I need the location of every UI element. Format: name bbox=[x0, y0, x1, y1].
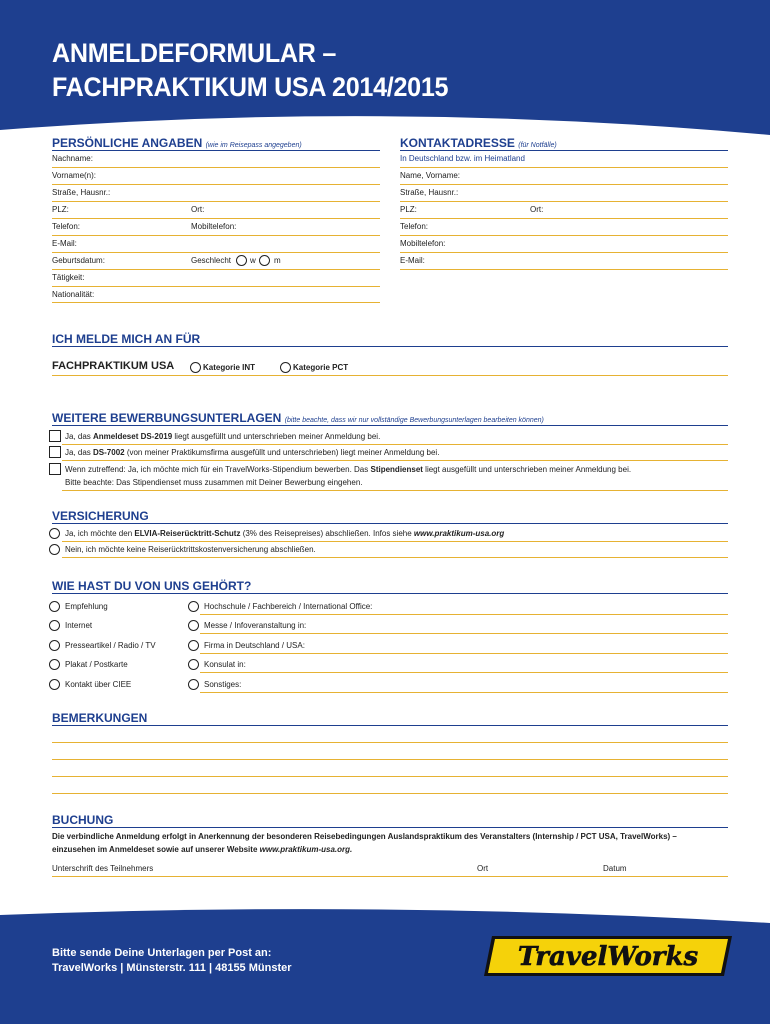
label-kategorie-pct: Kategorie PCT bbox=[293, 363, 349, 372]
doc-item-3-line2: Bitte beachte: Das Stipendienset muss zusammen mit Deiner Bewerbung eingehen. bbox=[65, 478, 363, 487]
radio-source-internet[interactable] bbox=[49, 620, 60, 631]
insurance-heading: VERSICHERUNG bbox=[52, 509, 149, 523]
footer-address bbox=[52, 946, 292, 976]
radio-source-ciee[interactable] bbox=[49, 679, 60, 690]
radio-insurance-yes[interactable] bbox=[49, 528, 60, 539]
field-plz-ort[interactable] bbox=[52, 218, 380, 219]
booking-text-2 bbox=[52, 845, 352, 854]
radio-source-messe[interactable] bbox=[188, 620, 199, 631]
insurance-divider bbox=[52, 523, 728, 524]
contact-label-mobil: Mobiltelefon: bbox=[400, 239, 446, 248]
label-vorname: Vorname(n): bbox=[52, 171, 97, 180]
source-divider bbox=[52, 593, 728, 594]
label-email: E-Mail: bbox=[52, 239, 77, 248]
source-right-3: Firma in Deutschland / USA: bbox=[204, 641, 305, 650]
source-field-messe[interactable] bbox=[200, 633, 728, 634]
contact-line-sub bbox=[400, 167, 728, 168]
label-signature: Unterschrift des Teilnehmers bbox=[52, 864, 154, 873]
label-m: m bbox=[274, 256, 281, 265]
contact-field-telefon[interactable] bbox=[400, 235, 728, 236]
radio-source-empfehlung[interactable] bbox=[49, 601, 60, 612]
field-nachname[interactable] bbox=[52, 167, 380, 168]
label-strasse: Straße, Hausnr.: bbox=[52, 188, 111, 197]
doc-item-1-bold: Anmeldeset DS-2019 bbox=[93, 432, 173, 441]
source-left-5: Kontakt über CIEE bbox=[65, 680, 132, 689]
doc-item-2 bbox=[65, 448, 439, 457]
label-nationalitaet: Nationalität: bbox=[52, 290, 95, 299]
remarks-line-4[interactable] bbox=[52, 793, 728, 794]
source-right-1: Hochschule / Fachbereich / International Office: bbox=[204, 602, 373, 611]
source-left-4: Plakat / Postkarte bbox=[65, 660, 128, 669]
label-geschlecht: Geschlecht bbox=[191, 256, 232, 265]
radio-gender-m[interactable] bbox=[259, 255, 270, 266]
insurance-link[interactable]: www.praktikum-usa.org bbox=[413, 529, 505, 538]
label-plz: PLZ: bbox=[52, 205, 69, 214]
contact-divider bbox=[400, 150, 728, 151]
program-label: FACHPRAKTIKUM USA bbox=[52, 360, 175, 372]
documents-divider bbox=[52, 425, 728, 426]
insurance-no: Nein, ich möchte keine Reiserücktrittskostenversicherung abschließen. bbox=[65, 545, 316, 554]
contact-label-plz: PLZ: bbox=[400, 205, 417, 214]
field-strasse[interactable] bbox=[52, 201, 380, 202]
source-left-2: Internet bbox=[65, 621, 93, 630]
contact-field-mobil[interactable] bbox=[400, 252, 728, 253]
remarks-heading: BEMERKUNGEN bbox=[52, 711, 148, 725]
contact-heading-text: KONTAKTADRESSE bbox=[400, 136, 515, 150]
label-mobil: Mobiltelefon: bbox=[191, 222, 237, 231]
doc-item-3-post: liegt ausgefüllt und unterschrieben meiner Anmeldung bei. bbox=[422, 465, 632, 474]
documents-heading bbox=[52, 411, 544, 425]
source-heading: WIE HAST DU VON UNS GEHÖRT? bbox=[52, 579, 252, 593]
field-vorname[interactable] bbox=[52, 184, 380, 185]
doc-item-2-bold: DS-7002 bbox=[93, 448, 125, 457]
source-right-4: Konsulat in: bbox=[204, 660, 246, 669]
insurance-yes bbox=[65, 529, 504, 538]
checkbox-ds2019[interactable] bbox=[49, 430, 61, 442]
doc-line-2 bbox=[62, 460, 728, 461]
insurance-yes-bold: ELVIA-Reiserücktritt-Schutz bbox=[134, 529, 241, 538]
label-nachname: Nachname: bbox=[52, 154, 93, 163]
personal-divider bbox=[52, 150, 380, 151]
remarks-line-1[interactable] bbox=[52, 742, 728, 743]
contact-heading bbox=[400, 136, 557, 150]
documents-heading-text: WEITERE BEWERBUNGSUNTERLAGEN bbox=[52, 411, 282, 425]
doc-item-3-bold: Stipendienset bbox=[370, 465, 423, 474]
contact-heading-note: (für Notfälle) bbox=[518, 142, 557, 149]
booking-text-2-pre: einzusehen im Anmeldeset sowie auf unserer Website bbox=[52, 845, 260, 854]
logo-text: TravelWorks bbox=[517, 942, 699, 972]
contact-label-telefon: Telefon: bbox=[400, 222, 429, 231]
contact-label-strasse: Straße, Hausnr.: bbox=[400, 188, 459, 197]
label-geburt: Geburtsdatum: bbox=[52, 256, 105, 265]
insurance-yes-pre: Ja, ich möchte den bbox=[65, 529, 135, 538]
signature-line[interactable] bbox=[52, 876, 728, 877]
checkbox-stipendium[interactable] bbox=[49, 463, 61, 475]
label-booking-datum: Datum bbox=[603, 864, 627, 873]
contact-field-strasse[interactable] bbox=[400, 201, 728, 202]
radio-kategorie-int[interactable] bbox=[190, 362, 201, 373]
doc-item-1 bbox=[65, 432, 380, 441]
booking-text-1: Die verbindliche Anmeldung erfolgt in Anerkennung der besonderen Reisebedingungen Auslandspraktikum des Veranstalters (Internship / PCT USA, TravelWorks) – bbox=[52, 832, 677, 841]
source-field-firma[interactable] bbox=[200, 653, 728, 654]
enroll-heading: ICH MELDE MICH AN FÜR bbox=[52, 332, 201, 346]
booking-link[interactable]: www.praktikum-usa.org. bbox=[259, 845, 353, 854]
enroll-divider bbox=[52, 346, 728, 347]
enroll-line bbox=[52, 375, 728, 376]
personal-heading bbox=[52, 136, 302, 150]
source-left-3: Presseartikel / Radio / TV bbox=[65, 641, 156, 650]
radio-source-hochschule[interactable] bbox=[188, 601, 199, 612]
remarks-line-3[interactable] bbox=[52, 776, 728, 777]
source-field-hochschule[interactable] bbox=[200, 614, 728, 615]
contact-label-email: E-Mail: bbox=[400, 256, 425, 265]
radio-gender-w[interactable] bbox=[236, 255, 247, 266]
footer-line-1: Bitte sende Deine Unterlagen per Post an: bbox=[52, 947, 272, 959]
footer-line-2: TravelWorks | Münsterstr. 111 | 48155 Münster bbox=[52, 962, 292, 974]
label-ort: Ort: bbox=[191, 205, 205, 214]
field-email[interactable] bbox=[52, 252, 380, 253]
doc-item-1-pre: Ja, das bbox=[65, 432, 94, 441]
travelworks-logo bbox=[484, 934, 734, 978]
booking-divider bbox=[52, 827, 728, 828]
field-taetigkeit[interactable] bbox=[52, 286, 380, 287]
doc-line-3 bbox=[62, 490, 728, 491]
contact-field-plz-ort[interactable] bbox=[400, 218, 728, 219]
checkbox-ds7002[interactable] bbox=[49, 446, 61, 458]
title-line-1: ANMELDEFORMULAR – bbox=[52, 38, 337, 68]
radio-source-firma[interactable] bbox=[188, 640, 199, 651]
remarks-line-2[interactable] bbox=[52, 759, 728, 760]
radio-source-konsulat[interactable] bbox=[188, 659, 199, 670]
radio-kategorie-pct[interactable] bbox=[280, 362, 291, 373]
source-field-sonstiges[interactable] bbox=[200, 692, 728, 693]
page-title bbox=[52, 36, 448, 104]
booking-heading: BUCHUNG bbox=[52, 813, 114, 827]
radio-source-plakat[interactable] bbox=[49, 659, 60, 670]
remarks-divider bbox=[52, 725, 728, 726]
contact-label-name: Name, Vorname: bbox=[400, 171, 461, 180]
insurance-yes-post: (3% des Reisepreises) abschließen. Infos siehe bbox=[240, 529, 414, 538]
doc-item-2-pre: Ja, das bbox=[65, 448, 94, 457]
doc-item-1-post: liegt ausgefüllt und unterschrieben meiner Anmeldung bei. bbox=[172, 432, 381, 441]
source-right-5: Sonstiges: bbox=[204, 680, 242, 689]
field-geburt[interactable] bbox=[52, 269, 380, 270]
contact-sub: In Deutschland bzw. im Heimatland bbox=[400, 154, 525, 163]
personal-heading-text: PERSÖNLICHE ANGABEN bbox=[52, 136, 203, 150]
personal-heading-note: (wie im Reisepass angegeben) bbox=[205, 142, 302, 149]
label-taetigkeit: Tätigkeit: bbox=[52, 273, 85, 282]
documents-heading-note: (bitte beachte, dass wir nur vollständige Bewerbungsunterlagen bearbeiten können) bbox=[284, 417, 544, 424]
radio-source-presse[interactable] bbox=[49, 640, 60, 651]
insurance-line-2 bbox=[62, 557, 728, 558]
source-field-konsulat[interactable] bbox=[200, 672, 728, 673]
doc-item-2-post: (von meiner Praktikumsfirma ausgefüllt und unterschrieben) liegt meiner Anmeldung bei. bbox=[124, 448, 440, 457]
source-left-1: Empfehlung bbox=[65, 602, 108, 611]
field-nationalitaet[interactable] bbox=[52, 302, 380, 303]
label-telefon: Telefon: bbox=[52, 222, 81, 231]
doc-item-3 bbox=[65, 465, 631, 474]
label-booking-ort: Ort bbox=[477, 864, 489, 873]
field-telefon[interactable] bbox=[52, 235, 380, 236]
source-right-2: Messe / Infoveranstaltung in: bbox=[204, 621, 307, 630]
doc-line-1 bbox=[62, 444, 728, 445]
contact-field-name[interactable] bbox=[400, 184, 728, 185]
contact-field-email[interactable] bbox=[400, 269, 728, 270]
label-w: w bbox=[250, 256, 256, 265]
label-kategorie-int: Kategorie INT bbox=[203, 363, 256, 372]
insurance-line-1 bbox=[62, 541, 728, 542]
radio-source-sonstiges[interactable] bbox=[188, 679, 199, 690]
doc-item-3-pre: Wenn zutreffend: Ja, ich möchte mich für ein TravelWorks-Stipendium bewerben. Das bbox=[65, 465, 371, 474]
title-line-2: FACHPRAKTIKUM USA 2014/2015 bbox=[52, 72, 449, 102]
contact-label-ort: Ort: bbox=[530, 205, 544, 214]
radio-insurance-no[interactable] bbox=[49, 544, 60, 555]
